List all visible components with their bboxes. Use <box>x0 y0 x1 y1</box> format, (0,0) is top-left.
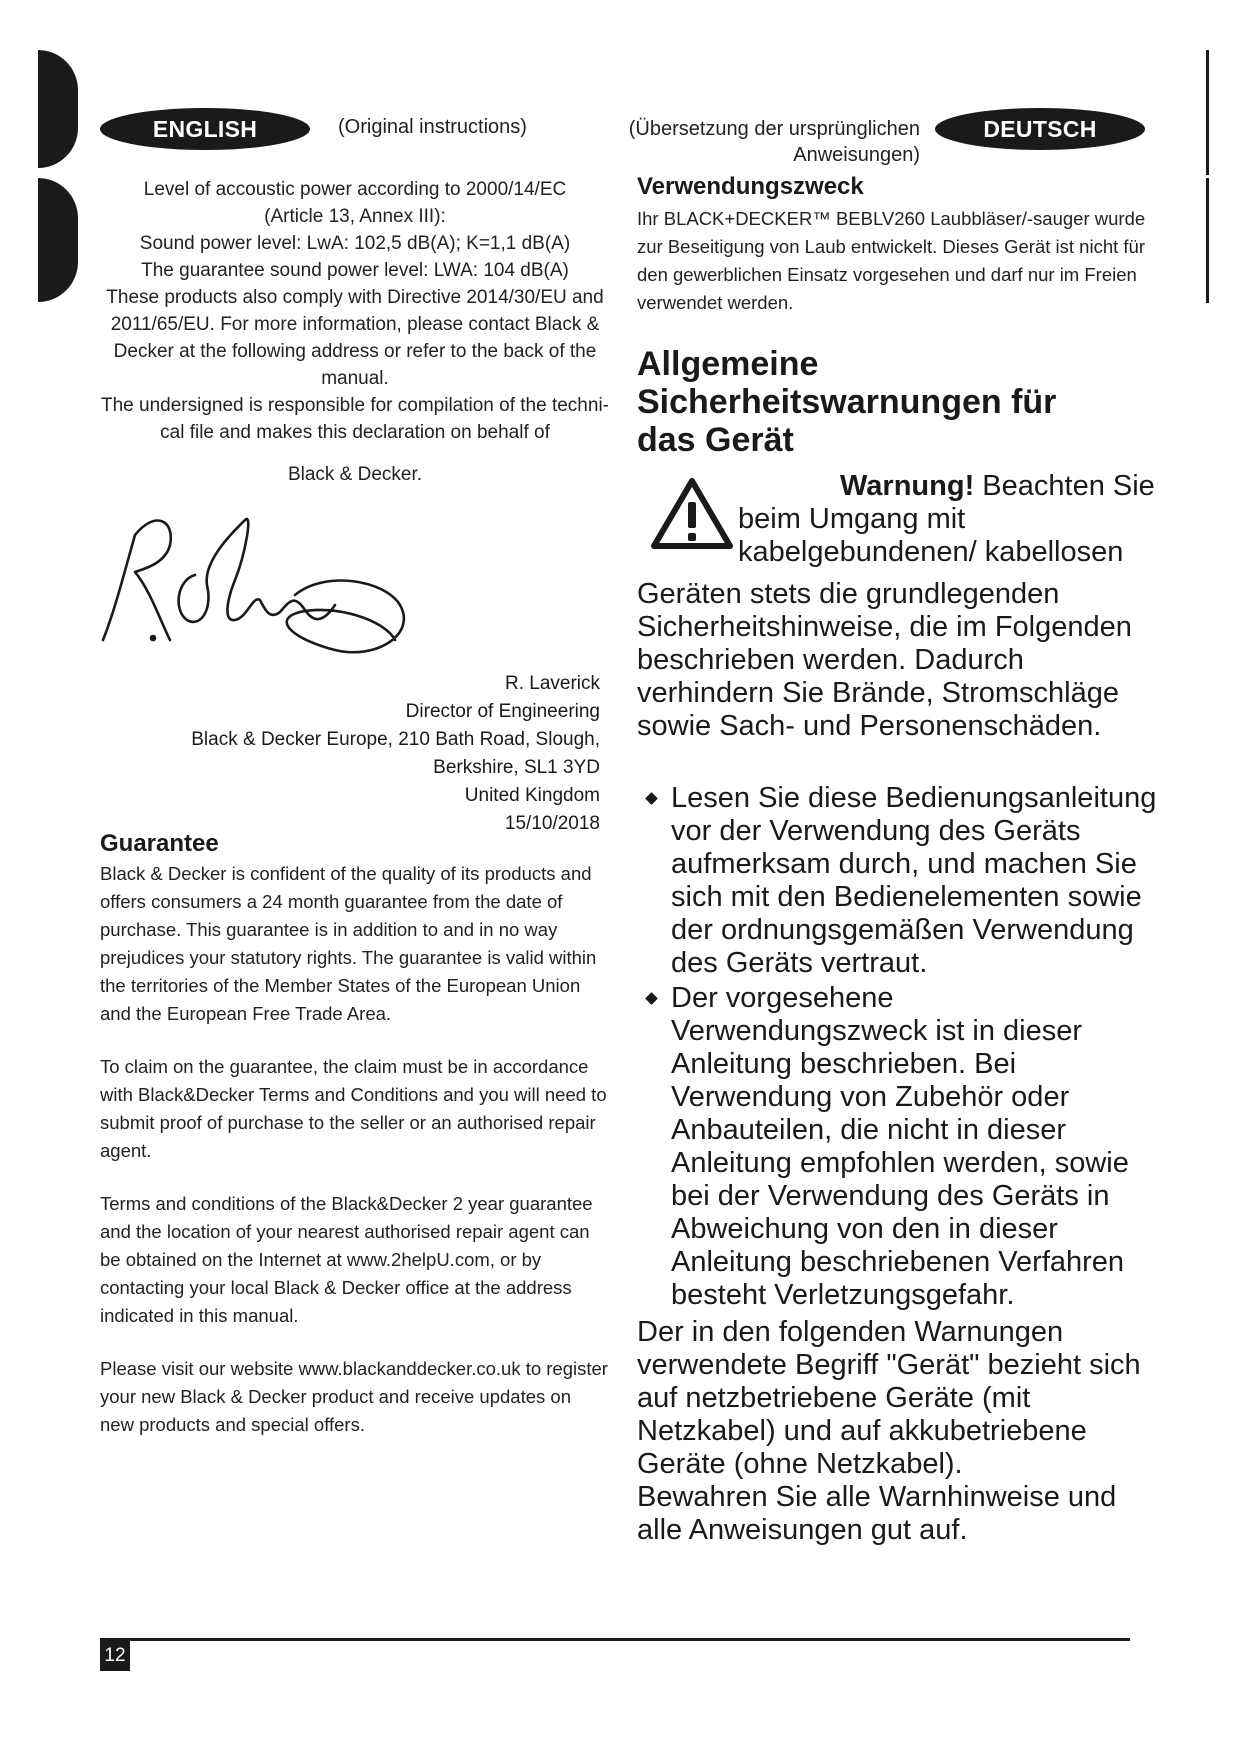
list-item <box>637 782 1157 980</box>
declaration-line: 2011/65/EU. For more information, please contact Black & <box>110 314 600 335</box>
right-edge-rule-top <box>1206 50 1209 175</box>
signatory-country: United Kingdom <box>464 785 600 806</box>
language-badge-english <box>100 108 310 150</box>
signatory-block <box>150 670 600 838</box>
declaration-line: Level of accoustic power according to 2000/14/EC <box>143 179 567 200</box>
declaration-line: These products also comply with Directive 2014/30/EU and <box>106 287 604 308</box>
guarantee-paragraph: Black & Decker is confident of the quality of its products and offers consumers a 24 month guarantee from the date of purchase. This guarantee is in addition to and in no way prejudices your statutory rights. The guarantee is valid within the territories of the Member States of the European Union and the European Free Trade Area. <box>100 863 597 1024</box>
language-badge-deutsch-label: DEUTSCH <box>983 115 1097 142</box>
signatory-date: 15/10/2018 <box>504 813 600 834</box>
edge-tab-bottom <box>38 178 78 302</box>
warning-intro-text: Beachten Sie beim Umgang mit kabelgebundenen/ kabellosen <box>738 470 1155 568</box>
signatory-title: Director of Engineering <box>405 701 600 722</box>
warning-intro <box>738 470 1208 569</box>
translation-note-line: (Übersetzung der ursprünglichen <box>628 118 920 140</box>
signatory-name: R. Laverick <box>504 673 600 694</box>
guarantee-heading: Guarantee <box>100 830 219 857</box>
guarantee-paragraph: Terms and conditions of the Black&Decker 2 year guarantee and the location of your nearest authorised repair agent can be obtained on the Internet at www.2helpU.com, or by contacting your local Black & Decker office at the address indicated in this manual. <box>100 1193 593 1326</box>
term-note: Der in den folgenden Warnungen verwendete Begriff "Gerät" bezieht sich auf netzbetriebene Geräte (mit Netzkabel) und auf akkubetriebene Geräte (ohne Netzkabel). <box>637 1316 1141 1480</box>
signatory-address-line: Black & Decker Europe, 210 Bath Road, Slough, <box>191 729 600 750</box>
diamond-bullet-icon <box>645 992 658 1005</box>
guarantee-section <box>100 830 610 1464</box>
declaration-line: (Article 13, Annex III): <box>264 206 446 227</box>
original-instructions-note: (Original instructions) <box>338 116 527 138</box>
intended-use-section <box>637 173 1147 317</box>
diamond-bullet-icon <box>645 792 658 805</box>
page-number: 12 <box>100 1641 130 1671</box>
keep-instructions-note: Bewahren Sie alle Warnhinweise und alle Anweisungen gut auf. <box>637 1481 1117 1546</box>
footer-rule <box>100 1638 1130 1641</box>
bullet-text: Der vorgesehene Verwendungszweck ist in dieser Anleitung beschrieben. Bei Verwendung von Zubehör oder Anbauteilen, die nicht in dieser Anleitung empfohlen werden, sowie bei der Verwendung des Geräts in Abweichung von den in dieser Anleitung beschriebenen Verfahren besteht Verletzungsgefahr. <box>671 982 1129 1311</box>
translation-note <box>620 116 920 168</box>
guarantee-paragraph: Please visit our website www.blackanddecker.co.uk to register your new Black & Decker product and receive updates on new products and special offers. <box>100 1358 608 1435</box>
signatory-address-line: Berkshire, SL1 3YD <box>433 757 600 778</box>
translation-note-line: Anweisungen) <box>793 144 920 166</box>
declaration-line: cal file and makes this declaration on behalf of <box>160 422 550 443</box>
guarantee-paragraph: To claim on the guarantee, the claim must be in accordance with Black&Decker Terms and Conditions and you will need to submit proof of purchase to the seller or an authorised repair agent. <box>100 1056 607 1161</box>
declaration-line: The guarantee sound power level: LWA: 104 dB(A) <box>141 260 569 281</box>
right-edge-rule-bottom <box>1206 178 1209 303</box>
safety-bullet-list <box>637 782 1157 1547</box>
declaration-line: manual. <box>321 368 389 389</box>
edge-tab-top <box>38 50 78 168</box>
intended-use-text: Ihr BLACK+DECKER™ BEBLV260 Laubbläser/-sauger wurde zur Beseitigung von Laub entwickelt. Dieses Gerät ist nicht für den gewerblichen Einsatz vorgesehen und darf nur im Freien verwendet werden. <box>637 208 1146 313</box>
declaration-line: The undersigned is responsible for compilation of the techni- <box>100 395 609 416</box>
language-badge-english-label: ENGLISH <box>152 115 258 142</box>
declaration-line: Sound power level: LwA: 102,5 dB(A); K=1,1 dB(A) <box>139 233 571 254</box>
list-item <box>637 982 1157 1312</box>
signature-image <box>95 500 425 680</box>
intended-use-heading: Verwendungszweck <box>637 173 864 200</box>
warning-continuation: Geräten stets die grundlegenden Sicherheitshinweise, die im Folgenden beschrieben werden. Dadurch verhindern Sie Brände, Stromschläge sowie Sach- und Personenschäden. <box>637 578 1132 742</box>
bullet-text: Lesen Sie diese Bedienungsanleitung vor der Verwendung des Geräts aufmerksam durch, und machen Sie sich mit den Bedienelementen sowie der ordnungsgemäßen Verwendung des Geräts vertraut. <box>671 782 1157 979</box>
language-badge-deutsch <box>935 108 1145 150</box>
declaration-block <box>100 176 610 446</box>
company-name: Black & Decker. <box>287 464 423 485</box>
safety-warnings-heading: Allgemeine Sicherheitswarnungen für das Gerät <box>637 345 1057 459</box>
declaration-line: Decker at the following address or refer to the back of the <box>113 341 597 362</box>
warning-label: Warnung! <box>840 470 975 502</box>
warning-triangle-icon <box>650 476 734 550</box>
